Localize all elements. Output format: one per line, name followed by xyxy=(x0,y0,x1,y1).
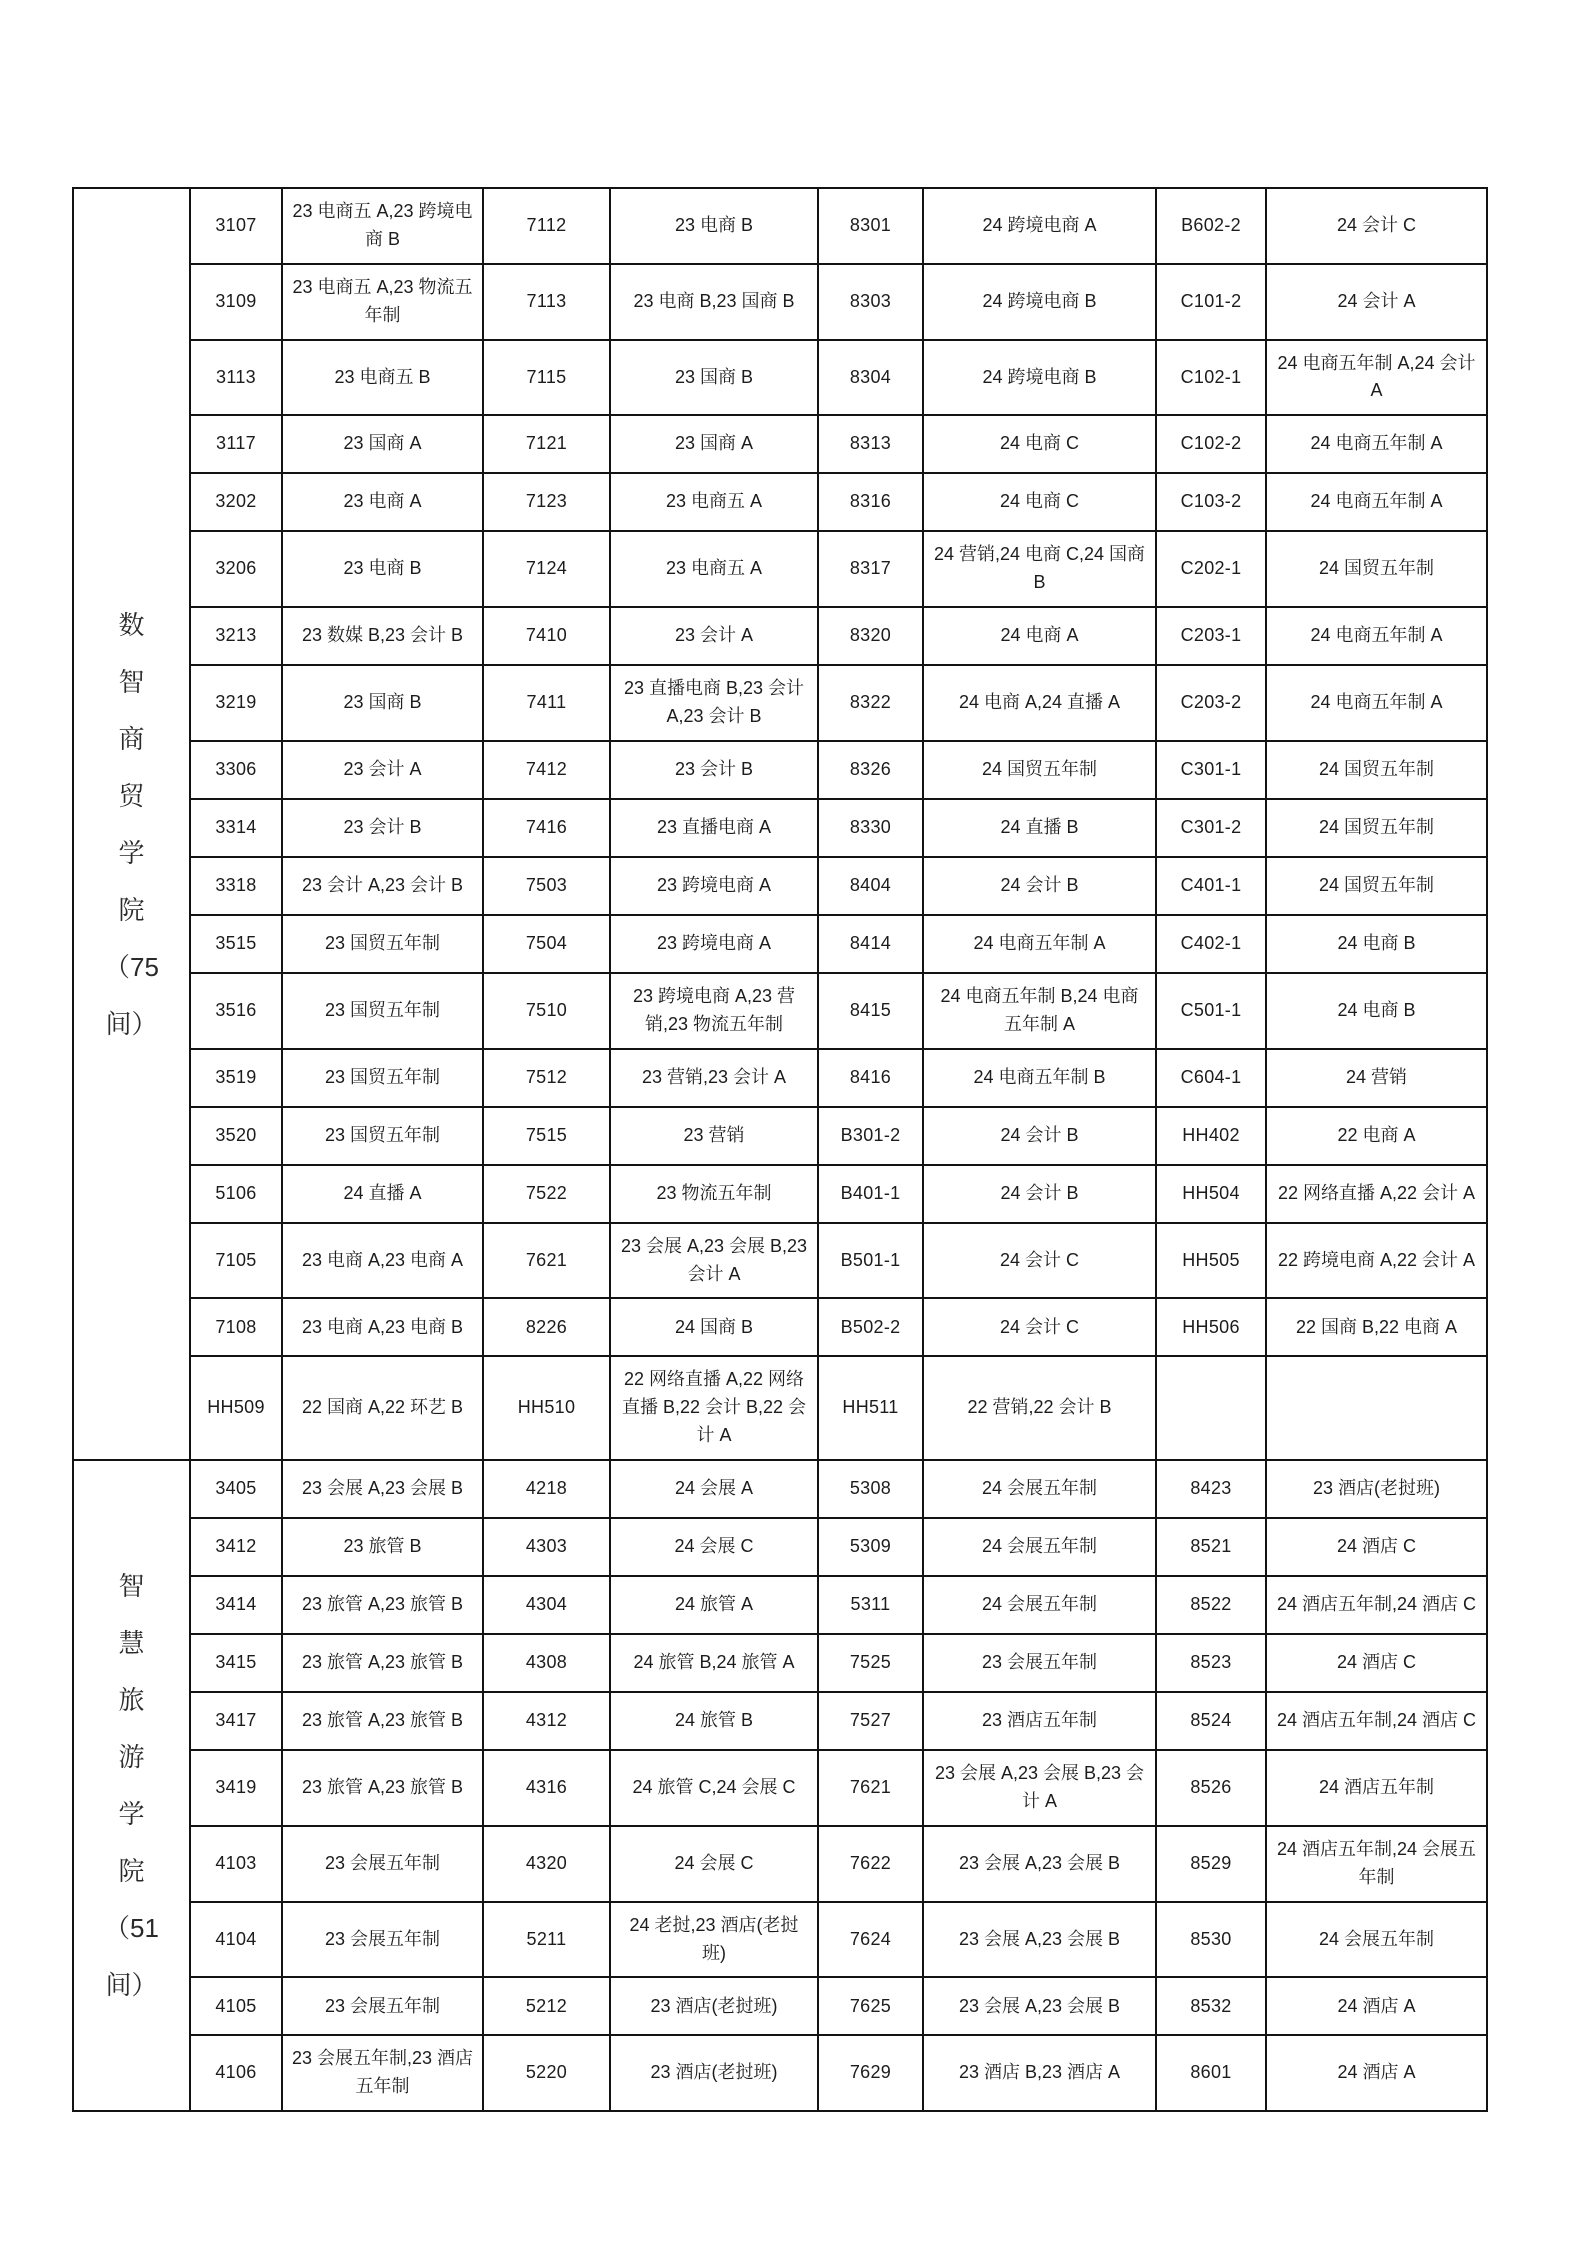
class-name-cell: 24 电商 A xyxy=(923,607,1156,665)
class-name-cell: 23 旅管 A,23 旅管 B xyxy=(282,1576,483,1634)
table-row xyxy=(73,1356,1487,1460)
room-number-cell: 7108 xyxy=(190,1298,282,1356)
room-number-cell: 4106 xyxy=(190,2035,282,2111)
college-label-line: 慧 xyxy=(118,1628,145,1659)
class-name-cell: 22 营销,22 会计 B xyxy=(923,1356,1156,1460)
class-name-cell: 24 电商 C xyxy=(923,415,1156,473)
room-number-cell: 5309 xyxy=(818,1518,923,1576)
class-name-cell: 23 国贸五年制 xyxy=(282,1049,483,1107)
table-row xyxy=(73,1634,1487,1692)
room-number-cell: 7621 xyxy=(818,1750,923,1826)
table-row xyxy=(73,973,1487,1049)
table-row xyxy=(73,188,1487,264)
table-row xyxy=(73,473,1487,531)
class-name-cell: 24 电商 C xyxy=(923,473,1156,531)
room-number-cell: 4308 xyxy=(483,1634,610,1692)
room-number-cell: 4320 xyxy=(483,1826,610,1902)
college-label xyxy=(82,609,181,1039)
class-name-cell: 24 跨境电商 B xyxy=(923,340,1156,416)
room-number-cell: C501-1 xyxy=(1156,973,1266,1049)
class-name-cell: 24 会计 B xyxy=(923,857,1156,915)
room-number-cell: HH506 xyxy=(1156,1298,1266,1356)
class-name-cell: 23 旅管 A,23 旅管 B xyxy=(282,1692,483,1750)
room-number-cell: 8530 xyxy=(1156,1902,1266,1978)
class-name-cell: 23 会展五年制 xyxy=(923,1634,1156,1692)
class-name-cell: 23 会展五年制 xyxy=(282,1826,483,1902)
room-number-cell: HH504 xyxy=(1156,1165,1266,1223)
room-number-cell: 7410 xyxy=(483,607,610,665)
class-name-cell: 23 酒店(老挝班) xyxy=(610,1977,818,2035)
class-name-cell: 24 国贸五年制 xyxy=(1266,857,1487,915)
room-number-cell: C202-1 xyxy=(1156,531,1266,607)
room-number-cell: 8226 xyxy=(483,1298,610,1356)
room-number-cell: 7522 xyxy=(483,1165,610,1223)
class-name-cell: 24 跨境电商 B xyxy=(923,264,1156,340)
room-number-cell: 7512 xyxy=(483,1049,610,1107)
class-name-cell: 22 国商 B,22 电商 A xyxy=(1266,1298,1487,1356)
class-name-cell: 24 酒店 C xyxy=(1266,1634,1487,1692)
class-name-cell: 23 数媒 B,23 会计 B xyxy=(282,607,483,665)
room-number-cell: 3417 xyxy=(190,1692,282,1750)
room-number-cell: 7416 xyxy=(483,799,610,857)
class-name-cell: 24 旅管 C,24 会展 C xyxy=(610,1750,818,1826)
room-number-cell: 7624 xyxy=(818,1902,923,1978)
room-number-cell: 7112 xyxy=(483,188,610,264)
class-name-cell: 24 直播 B xyxy=(923,799,1156,857)
room-number-cell: 4218 xyxy=(483,1460,610,1518)
class-name-cell: 24 营销 xyxy=(1266,1049,1487,1107)
class-name-cell: 23 营销,23 会计 A xyxy=(610,1049,818,1107)
room-number-cell: 8322 xyxy=(818,665,923,741)
college-label-line: 数 xyxy=(118,609,145,640)
room-number-cell: 4103 xyxy=(190,1826,282,1902)
room-number-cell: 4304 xyxy=(483,1576,610,1634)
room-number-cell: 8529 xyxy=(1156,1826,1266,1902)
college-label-line: 贸 xyxy=(118,780,145,811)
room-number-cell: 5211 xyxy=(483,1902,610,1978)
class-name-cell: 24 会展五年制 xyxy=(1266,1902,1487,1978)
room-number-cell: 8313 xyxy=(818,415,923,473)
class-name-cell: 23 酒店(老挝班) xyxy=(610,2035,818,2111)
room-number-cell: 3113 xyxy=(190,340,282,416)
class-name-cell: 23 会展五年制 xyxy=(282,1977,483,2035)
room-number-cell: C203-1 xyxy=(1156,607,1266,665)
room-number-cell: C301-2 xyxy=(1156,799,1266,857)
room-number-cell: 8523 xyxy=(1156,1634,1266,1692)
class-name-cell: 23 电商五 A xyxy=(610,531,818,607)
class-name-cell: 22 网络直播 A,22 会计 A xyxy=(1266,1165,1487,1223)
table-row xyxy=(73,2035,1487,2111)
class-name-cell: 23 会计 B xyxy=(610,741,818,799)
class-name-cell: 23 国商 B xyxy=(282,665,483,741)
class-name-cell: 23 会展 A,23 会展 B,23 会计 A xyxy=(923,1750,1156,1826)
class-name-cell: 23 营销 xyxy=(610,1107,818,1165)
class-name-cell: 24 会展五年制 xyxy=(923,1460,1156,1518)
room-number-cell: B501-1 xyxy=(818,1223,923,1299)
room-number-cell: 3117 xyxy=(190,415,282,473)
room-number-cell: 8524 xyxy=(1156,1692,1266,1750)
room-number-cell: 8316 xyxy=(818,473,923,531)
room-number-cell: 3415 xyxy=(190,1634,282,1692)
room-number-cell: C203-2 xyxy=(1156,665,1266,741)
room-number-cell: 8415 xyxy=(818,973,923,1049)
class-name-cell: 23 旅管 A,23 旅管 B xyxy=(282,1634,483,1692)
room-number-cell: C101-2 xyxy=(1156,264,1266,340)
class-name-cell: 24 会计 B xyxy=(923,1165,1156,1223)
college-label-line: 智 xyxy=(118,666,145,697)
class-name-cell: 24 会展 C xyxy=(610,1518,818,1576)
class-name-cell: 24 老挝,23 酒店(老挝班) xyxy=(610,1902,818,1978)
class-name-cell: 23 电商 B xyxy=(282,531,483,607)
room-number-cell: 4105 xyxy=(190,1977,282,2035)
college-label-line: 商 xyxy=(118,723,145,754)
room-number-cell: 7510 xyxy=(483,973,610,1049)
class-name-cell: 24 会展 C xyxy=(610,1826,818,1902)
room-number-cell: 7115 xyxy=(483,340,610,416)
class-name-cell: 24 会展五年制 xyxy=(923,1518,1156,1576)
class-name-cell: 23 会计 A xyxy=(610,607,818,665)
college-label-line: 学 xyxy=(118,837,145,868)
room-number-cell: C402-1 xyxy=(1156,915,1266,973)
class-name-cell: 23 会展 A,23 会展 B xyxy=(923,1826,1156,1902)
class-name-cell: 24 国贸五年制 xyxy=(1266,741,1487,799)
class-name-cell: 24 旅管 A xyxy=(610,1576,818,1634)
room-number-cell: 7525 xyxy=(818,1634,923,1692)
room-number-cell: 5311 xyxy=(818,1576,923,1634)
room-number-cell: B301-2 xyxy=(818,1107,923,1165)
room-number-cell: 8326 xyxy=(818,741,923,799)
class-name-cell: 24 酒店五年制,24 酒店 C xyxy=(1266,1576,1487,1634)
room-number-cell xyxy=(1156,1356,1266,1460)
room-number-cell: C401-1 xyxy=(1156,857,1266,915)
table-row xyxy=(73,1692,1487,1750)
class-name-cell: 23 国贸五年制 xyxy=(282,1107,483,1165)
room-number-cell: 7412 xyxy=(483,741,610,799)
class-name-cell: 23 会计 B xyxy=(282,799,483,857)
room-number-cell: 4104 xyxy=(190,1902,282,1978)
room-number-cell: 8303 xyxy=(818,264,923,340)
class-name-cell: 23 跨境电商 A,23 营销,23 物流五年制 xyxy=(610,973,818,1049)
class-name-cell: 24 电商五年制 A xyxy=(1266,665,1487,741)
room-number-cell: 3306 xyxy=(190,741,282,799)
room-number-cell: 7625 xyxy=(818,1977,923,2035)
room-number-cell: 3405 xyxy=(190,1460,282,1518)
room-number-cell: 8522 xyxy=(1156,1576,1266,1634)
room-number-cell: B602-2 xyxy=(1156,188,1266,264)
class-name-cell: 24 电商 B xyxy=(1266,915,1487,973)
room-number-cell: 7621 xyxy=(483,1223,610,1299)
class-name-cell: 24 旅管 B xyxy=(610,1692,818,1750)
room-number-cell: 8320 xyxy=(818,607,923,665)
room-number-cell: 3414 xyxy=(190,1576,282,1634)
room-number-cell: 7629 xyxy=(818,2035,923,2111)
room-number-cell: C102-1 xyxy=(1156,340,1266,416)
room-assignment-table xyxy=(72,187,1488,2112)
table-row xyxy=(73,1049,1487,1107)
class-name-cell: 24 电商 A,24 直播 A xyxy=(923,665,1156,741)
room-number-cell: 8404 xyxy=(818,857,923,915)
room-number-cell: 3516 xyxy=(190,973,282,1049)
class-name-cell: 24 会计 C xyxy=(1266,188,1487,264)
class-name-cell: 22 电商 A xyxy=(1266,1107,1487,1165)
class-name-cell: 23 电商五 A xyxy=(610,473,818,531)
class-name-cell: 24 国商 B xyxy=(610,1298,818,1356)
class-name-cell: 23 电商 A,23 电商 B xyxy=(282,1298,483,1356)
room-number-cell: 7121 xyxy=(483,415,610,473)
class-name-cell: 23 会计 A xyxy=(282,741,483,799)
college-label-line: 院 xyxy=(118,1856,145,1887)
table-row xyxy=(73,1460,1487,1518)
room-number-cell: 8423 xyxy=(1156,1460,1266,1518)
table-row xyxy=(73,1165,1487,1223)
class-name-cell: 24 酒店 A xyxy=(1266,1977,1487,2035)
room-number-cell: 3318 xyxy=(190,857,282,915)
room-number-cell: 3202 xyxy=(190,473,282,531)
room-number-cell: 7105 xyxy=(190,1223,282,1299)
room-number-cell: 5220 xyxy=(483,2035,610,2111)
class-name-cell: 24 酒店 A xyxy=(1266,2035,1487,2111)
class-name-cell: 24 会计 B xyxy=(923,1107,1156,1165)
table-row xyxy=(73,741,1487,799)
class-name-cell: 24 电商五年制 A xyxy=(1266,415,1487,473)
room-number-cell: 4312 xyxy=(483,1692,610,1750)
table-row xyxy=(73,799,1487,857)
class-name-cell xyxy=(1266,1356,1487,1460)
room-number-cell: 3314 xyxy=(190,799,282,857)
class-name-cell: 24 会计 C xyxy=(923,1298,1156,1356)
class-name-cell: 24 营销,24 电商 C,24 国商 B xyxy=(923,531,1156,607)
room-number-cell: 8414 xyxy=(818,915,923,973)
room-number-cell: HH511 xyxy=(818,1356,923,1460)
class-name-cell: 24 酒店 C xyxy=(1266,1518,1487,1576)
class-name-cell: 24 电商五年制 B,24 电商五年制 A xyxy=(923,973,1156,1049)
room-number-cell: 7504 xyxy=(483,915,610,973)
class-name-cell: 22 网络直播 A,22 网络直播 B,22 会计 B,22 会计 A xyxy=(610,1356,818,1460)
table-row xyxy=(73,665,1487,741)
table-row xyxy=(73,1298,1487,1356)
class-name-cell: 23 国贸五年制 xyxy=(282,915,483,973)
room-number-cell: 5106 xyxy=(190,1165,282,1223)
college-label xyxy=(82,1571,181,2001)
college-label-line: 智 xyxy=(118,1571,145,1602)
room-number-cell: 3206 xyxy=(190,531,282,607)
table-row xyxy=(73,531,1487,607)
room-number-cell: 4316 xyxy=(483,1750,610,1826)
class-name-cell: 23 电商五 A,23 跨境电商 B xyxy=(282,188,483,264)
class-name-cell: 23 国商 B xyxy=(610,340,818,416)
class-name-cell: 23 国贸五年制 xyxy=(282,973,483,1049)
room-number-cell: 7503 xyxy=(483,857,610,915)
room-number-cell: 8304 xyxy=(818,340,923,416)
table-row xyxy=(73,915,1487,973)
room-number-cell: HH505 xyxy=(1156,1223,1266,1299)
table-row xyxy=(73,857,1487,915)
room-number-cell: 3219 xyxy=(190,665,282,741)
room-number-cell: 7527 xyxy=(818,1692,923,1750)
room-number-cell: C103-2 xyxy=(1156,473,1266,531)
table-row xyxy=(73,1750,1487,1826)
class-name-cell: 23 会展 A,23 会展 B,23 会计 A xyxy=(610,1223,818,1299)
class-name-cell: 24 电商 B xyxy=(1266,973,1487,1049)
college-label-line: 院 xyxy=(118,894,145,925)
class-name-cell: 23 电商 A,23 电商 A xyxy=(282,1223,483,1299)
room-number-cell: 5308 xyxy=(818,1460,923,1518)
class-name-cell: 24 国贸五年制 xyxy=(1266,531,1487,607)
room-number-cell: 8601 xyxy=(1156,2035,1266,2111)
table-body xyxy=(73,188,1487,2111)
room-number-cell: 7113 xyxy=(483,264,610,340)
room-number-cell: 3419 xyxy=(190,1750,282,1826)
class-name-cell: 24 直播 A xyxy=(282,1165,483,1223)
room-number-cell: 3520 xyxy=(190,1107,282,1165)
class-name-cell: 23 直播电商 A xyxy=(610,799,818,857)
room-number-cell: 3213 xyxy=(190,607,282,665)
college-label-cell xyxy=(73,1460,190,2111)
class-name-cell: 24 旅管 B,24 旅管 A xyxy=(610,1634,818,1692)
class-name-cell: 24 国贸五年制 xyxy=(923,741,1156,799)
college-label-cell xyxy=(73,188,190,1460)
class-name-cell: 24 会计 A xyxy=(1266,264,1487,340)
room-number-cell: 3107 xyxy=(190,188,282,264)
room-number-cell: C604-1 xyxy=(1156,1049,1266,1107)
class-name-cell: 22 国商 A,22 环艺 B xyxy=(282,1356,483,1460)
room-number-cell: 8526 xyxy=(1156,1750,1266,1826)
class-name-cell: 23 电商五 A,23 物流五年制 xyxy=(282,264,483,340)
class-name-cell: 23 电商 A xyxy=(282,473,483,531)
room-number-cell: 7515 xyxy=(483,1107,610,1165)
room-number-cell: 3412 xyxy=(190,1518,282,1576)
room-number-cell: 8532 xyxy=(1156,1977,1266,2035)
room-number-cell: 4303 xyxy=(483,1518,610,1576)
room-number-cell: C301-1 xyxy=(1156,741,1266,799)
class-name-cell: 23 旅管 A,23 旅管 B xyxy=(282,1750,483,1826)
table-row xyxy=(73,1902,1487,1978)
class-name-cell: 23 跨境电商 A xyxy=(610,857,818,915)
class-name-cell: 24 酒店五年制,24 会展五年制 xyxy=(1266,1826,1487,1902)
class-name-cell: 24 电商五年制 A xyxy=(1266,607,1487,665)
table-row xyxy=(73,1977,1487,2035)
room-number-cell: 7124 xyxy=(483,531,610,607)
college-label-line: （75 xyxy=(104,951,159,982)
room-number-cell: 8301 xyxy=(818,188,923,264)
table-row xyxy=(73,340,1487,416)
room-number-cell: 8317 xyxy=(818,531,923,607)
class-name-cell: 23 酒店五年制 xyxy=(923,1692,1156,1750)
class-name-cell: 24 会计 C xyxy=(923,1223,1156,1299)
room-number-cell: HH510 xyxy=(483,1356,610,1460)
class-name-cell: 24 会展 A xyxy=(610,1460,818,1518)
college-label-line: 旅 xyxy=(118,1685,145,1716)
class-name-cell: 24 酒店五年制,24 酒店 C xyxy=(1266,1692,1487,1750)
room-number-cell: HH402 xyxy=(1156,1107,1266,1165)
class-name-cell: 24 国贸五年制 xyxy=(1266,799,1487,857)
room-number-cell: HH509 xyxy=(190,1356,282,1460)
room-number-cell: 3109 xyxy=(190,264,282,340)
class-name-cell: 23 会展五年制 xyxy=(282,1902,483,1978)
table-row xyxy=(73,1223,1487,1299)
college-label-line: 游 xyxy=(118,1742,145,1773)
class-name-cell: 23 电商 B xyxy=(610,188,818,264)
class-name-cell: 23 跨境电商 A xyxy=(610,915,818,973)
class-name-cell: 23 会展 A,23 会展 B xyxy=(923,1902,1156,1978)
room-number-cell: 8330 xyxy=(818,799,923,857)
class-name-cell: 24 电商五年制 B xyxy=(923,1049,1156,1107)
room-number-cell: 7411 xyxy=(483,665,610,741)
class-name-cell: 22 跨境电商 A,22 会计 A xyxy=(1266,1223,1487,1299)
college-label-line: 间） xyxy=(105,1970,158,2001)
class-name-cell: 24 电商五年制 A,24 会计 A xyxy=(1266,340,1487,416)
class-name-cell: 23 会展五年制,23 酒店五年制 xyxy=(282,2035,483,2111)
room-number-cell: 5212 xyxy=(483,1977,610,2035)
table-row xyxy=(73,1826,1487,1902)
class-name-cell: 24 电商五年制 A xyxy=(1266,473,1487,531)
class-name-cell: 24 会展五年制 xyxy=(923,1576,1156,1634)
table-row xyxy=(73,1518,1487,1576)
room-number-cell: 8521 xyxy=(1156,1518,1266,1576)
class-name-cell: 23 会计 A,23 会计 B xyxy=(282,857,483,915)
room-number-cell: 7123 xyxy=(483,473,610,531)
table-row xyxy=(73,607,1487,665)
class-name-cell: 23 酒店(老挝班) xyxy=(1266,1460,1487,1518)
class-name-cell: 23 直播电商 B,23 会计 A,23 会计 B xyxy=(610,665,818,741)
class-name-cell: 23 电商 B,23 国商 B xyxy=(610,264,818,340)
room-number-cell: B401-1 xyxy=(818,1165,923,1223)
class-name-cell: 24 跨境电商 A xyxy=(923,188,1156,264)
room-number-cell: 3515 xyxy=(190,915,282,973)
table-row xyxy=(73,1107,1487,1165)
room-number-cell: B502-2 xyxy=(818,1298,923,1356)
class-name-cell: 23 酒店 B,23 酒店 A xyxy=(923,2035,1156,2111)
class-name-cell: 23 物流五年制 xyxy=(610,1165,818,1223)
class-name-cell: 23 国商 A xyxy=(282,415,483,473)
table-row xyxy=(73,264,1487,340)
table-row xyxy=(73,415,1487,473)
room-number-cell: 8416 xyxy=(818,1049,923,1107)
college-label-line: 间） xyxy=(105,1008,158,1039)
class-name-cell: 24 电商五年制 A xyxy=(923,915,1156,973)
class-name-cell: 23 电商五 B xyxy=(282,340,483,416)
room-number-cell: C102-2 xyxy=(1156,415,1266,473)
room-number-cell: 7622 xyxy=(818,1826,923,1902)
room-number-cell: 3519 xyxy=(190,1049,282,1107)
class-name-cell: 23 国商 A xyxy=(610,415,818,473)
college-label-line: （51 xyxy=(104,1913,159,1944)
class-name-cell: 24 酒店五年制 xyxy=(1266,1750,1487,1826)
class-name-cell: 23 会展 A,23 会展 B xyxy=(282,1460,483,1518)
class-name-cell: 23 旅管 B xyxy=(282,1518,483,1576)
table-row xyxy=(73,1576,1487,1634)
college-label-line: 学 xyxy=(118,1799,145,1830)
class-name-cell: 23 会展 A,23 会展 B xyxy=(923,1977,1156,2035)
